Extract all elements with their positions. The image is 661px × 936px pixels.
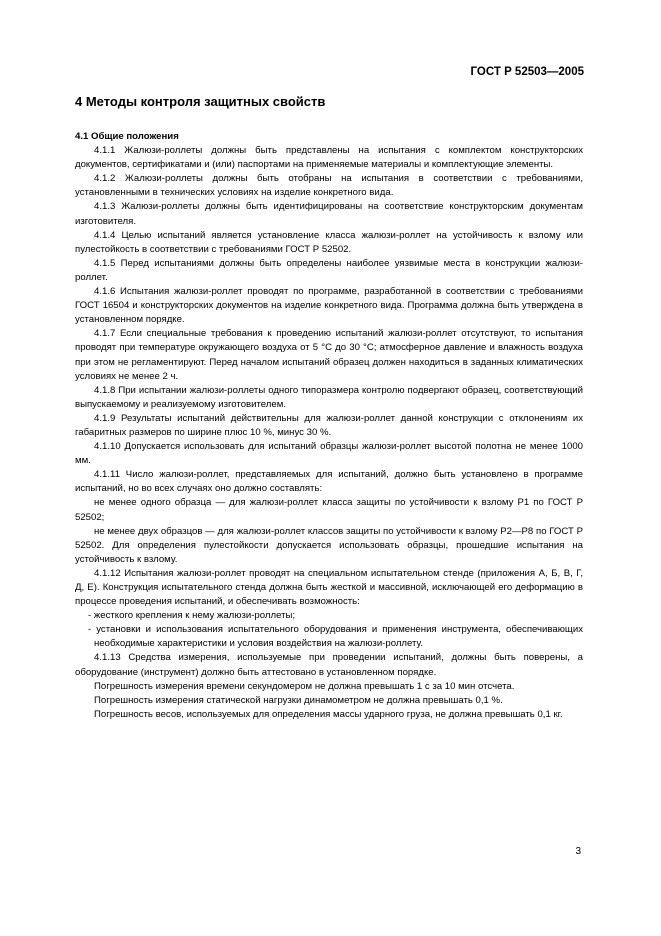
paragraph: Погрешность весов, используемых для определения массы ударного груза, не должна превышать 0,1 кг. (94, 708, 563, 720)
document-number: ГОСТ Р 52503—2005 (470, 66, 584, 78)
paragraph: не менее одного образца — для жалюзи-роллет класса защиты по устойчивости к взлому Р1 по ГОСТ Р 52502; (75, 497, 583, 523)
paragraph: 4.1.8 При испытании жалюзи-роллеты одного типоразмера контролю подвергают образец, соответствующий выпускаемому и реализуемому изготовителем. (75, 384, 583, 410)
list-item: - установки и использования испытательного оборудования и применения инструмента, обеспечивающих необходимые характеристики и условия воздействия на жалюзи-роллету. (88, 624, 583, 650)
paragraph: 4.1.4 Целью испытаний является установление класса жалюзи-роллет на устойчивость к взлому или пулестойкость в соответствии с требованиями ГОСТ Р 52502. (75, 229, 583, 255)
paragraph: 4.1.5 Перед испытаниями должны быть определены наиболее уязвимые места в конструкции жалюзи-роллет. (75, 257, 583, 283)
paragraph: 4.1.13 Средства измерения, используемые при проведении испытаний, должны быть поверены, а оборудование (инструмент) должно быть аттестовано в установленном порядке. (75, 652, 583, 678)
paragraph: не менее двух образцов — для жалюзи-роллет классов защиты по устойчивости к взлому Р2—Р8 по ГОСТ Р 52502. Для определения пулестойкости допускается использовать образцы, прошедшие испытания на устойчивость к взлому. (75, 525, 583, 565)
paragraph: 4.1.6 Испытания жалюзи-роллет проводят по программе, разработанной в соответствии с требованиями ГОСТ 16504 и конструкторских документов на изделие конкретного вида. Программа должна быть утверждена в установленном порядке. (75, 286, 583, 326)
paragraph: 4.1.10 Допускается использовать для испытаний образцы жалюзи-роллет высотой полотна не менее 1000 мм. (75, 441, 583, 467)
paragraph: 4.1.1 Жалюзи-роллеты должны быть представлены на испытания с комплектом конструкторских документов, сертификатами и (или) паспортами на применяемые материалы и комплектующие элементы. (75, 145, 583, 171)
paragraph: Погрешность измерения времени секундомером не должна превышать 1 с за 10 мин отсчета. (94, 680, 515, 692)
paragraph: 4.1.2 Жалюзи-роллеты должны быть отобраны на испытания в соответствии с требованиями, установленными в технических условиях на изделие конкретного вида. (75, 173, 583, 199)
document-body (75, 130, 583, 722)
paragraph: Погрешность измерения статической нагрузки динамометром не должна превышать 0,1 %. (94, 694, 503, 706)
list-item: - жесткого крепления к нему жалюзи-роллеты; (88, 610, 296, 622)
subsection-title: 4.1 Общие положения (75, 131, 179, 142)
paragraph: 4.1.11 Число жалюзи-роллет, представляемых для испытаний, должно быть установлено в программе испытаний, но во всех случаях оно должно составлять: (75, 469, 583, 495)
paragraph: 4.1.9 Результаты испытаний действительны для жалюзи-роллет данной конструкции с отклонениям их габаритных размеров по ширине плюс 10 %, минус 30 %. (75, 412, 583, 438)
paragraph: 4.1.7 Если специальные требования к проведению испытаний жалюзи-роллет отсутствуют, то испытания проводят при температуре окружающего воздуха от 5 °С до 30 °С; атмосферное давление и влажность воздуха при этом не регламентируют. Перед началом испытаний образец должен находиться в заданных климатических условиях не менее 2 ч. (75, 328, 583, 382)
paragraph: 4.1.12 Испытания жалюзи-роллет проводят на специальном испытательном стенде (приложения А, Б, В, Г, Д, Е). Конструкция испытательного стенда должна быть жесткой и массивной, исключающей его деформацию в процессе проведения испытаний, и обеспечивать возможность: (75, 567, 583, 608)
section-title: 4 Методы контроля защитных свойств (75, 94, 326, 109)
paragraph: 4.1.3 Жалюзи-роллеты должны быть идентифицированы на соответствие конструкторским документам изготовителя. (75, 201, 583, 227)
page-number: 3 (575, 846, 581, 857)
